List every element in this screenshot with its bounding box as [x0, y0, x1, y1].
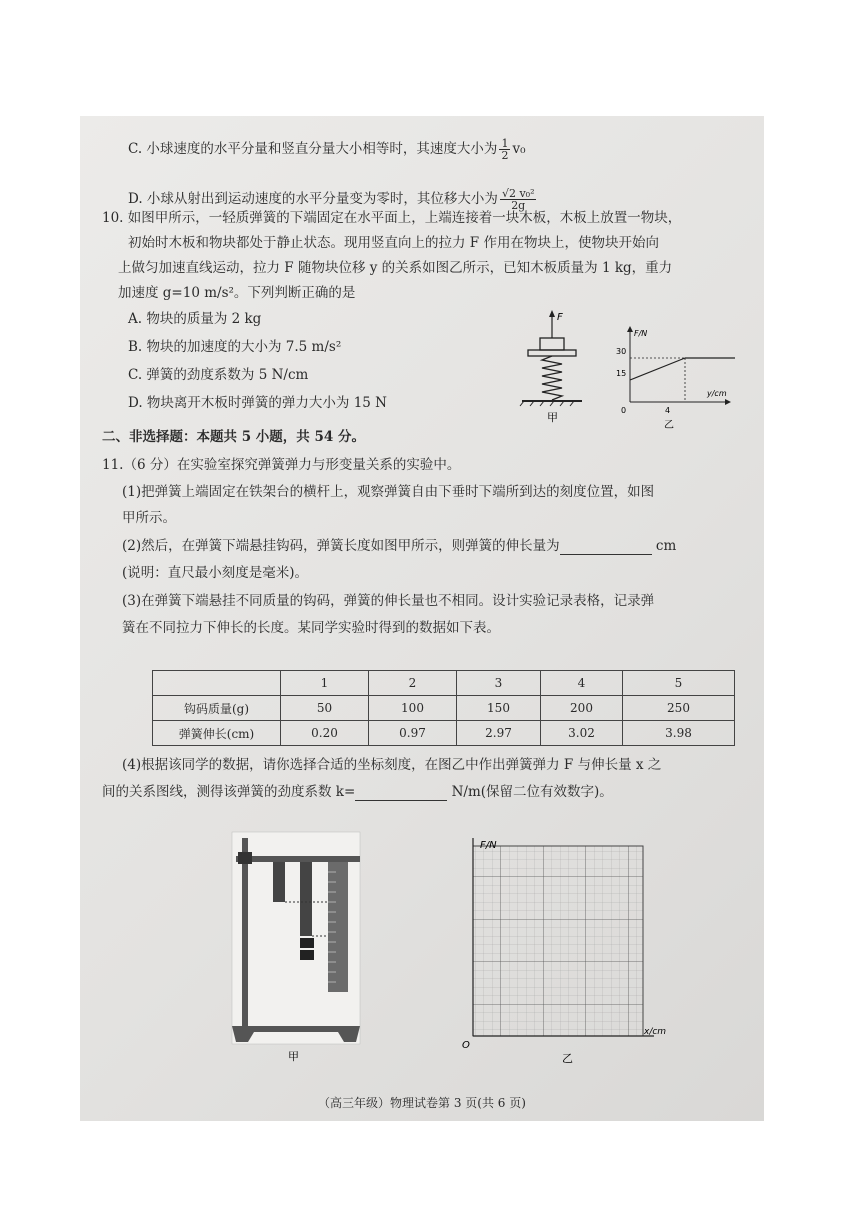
- table-cell: 3.02: [541, 721, 623, 746]
- table-cell: 150: [457, 696, 541, 721]
- table-header-row: [153, 671, 735, 696]
- stand-rod: [242, 838, 248, 1028]
- answer-blank[interactable]: [560, 540, 652, 555]
- y-tick-30: 30: [616, 347, 627, 356]
- q11-part4-line1: (4)根据该同学的数据，请你选择合适的坐标刻度，在图乙中作出弹簧弹力 F 与伸长量 x 之: [122, 757, 662, 773]
- q11-data-table: [152, 670, 735, 746]
- q11-part1-line2: 甲所示。: [122, 510, 176, 526]
- weight-1: [300, 938, 314, 948]
- x-axis-label: x/cm: [644, 1027, 666, 1037]
- table-cell: 2: [369, 671, 457, 696]
- q10-stem-line4: 加速度 g=10 m/s²。下列判断正确的是: [118, 285, 356, 301]
- q9-option-d: D. 小球从射出到运动速度的水平分量变为零时，其位移大小为 $\frac{\text{√2 v₀²}}{2g}$: [128, 187, 535, 212]
- answer-blank-k[interactable]: [355, 786, 447, 801]
- table-cell: 3: [457, 671, 541, 696]
- y-axis-label: F/N: [480, 840, 497, 851]
- table-cell: 200: [541, 696, 623, 721]
- y-axis-label: F/N: [634, 329, 648, 338]
- table-cell: 5: [623, 671, 735, 696]
- caption-yi: 乙: [664, 420, 674, 431]
- ruler: [328, 862, 348, 992]
- caption-yi-grid: 乙: [562, 1052, 573, 1065]
- page-footer: （高三年级）物理试卷第 3 页(共 6 页): [318, 1096, 526, 1110]
- table-cell: 4: [541, 671, 623, 696]
- table-cell: 钩码质量(g): [153, 696, 281, 721]
- table-cell: 0.20: [281, 721, 369, 746]
- q11-part3-line2: 簧在不同拉力下伸长的长度。某同学实验时得到的数据如下表。: [122, 620, 500, 636]
- table-cell: 2.97: [457, 721, 541, 746]
- weight-2: [300, 950, 314, 960]
- table-cell: 50: [281, 696, 369, 721]
- q10-figure-yi-chart: [605, 324, 735, 432]
- q10-option-b: B. 物块的加速度的大小为 7.5 m/s²: [128, 339, 342, 355]
- table-cell: 1: [281, 671, 369, 696]
- q11-intro: 11.（6 分）在实验室探究弹簧弹力与形变量关系的实验中。: [102, 457, 461, 473]
- x-tick-4: 4: [665, 406, 671, 415]
- series-segment-0: [630, 358, 685, 380]
- force-label: F: [557, 312, 563, 323]
- q11-part4-line2: 间的关系图线，测得该弹簧的劲度系数 k= N/m(保留二位有效数字)。: [102, 784, 613, 800]
- fraction: $\frac{1}{2}$: [501, 137, 509, 162]
- q11-part2-line2: (说明：直尺最小刻度是毫米)。: [122, 565, 309, 581]
- plank: [528, 350, 576, 356]
- q10-option-a: A. 物块的质量为 2 kg: [128, 311, 262, 327]
- spring: [542, 356, 562, 400]
- q11-figure-yi-grid: [458, 834, 666, 1066]
- table-cell: [153, 671, 281, 696]
- caption-jia-apparatus: 甲: [288, 1050, 299, 1062]
- table-cell: 100: [369, 696, 457, 721]
- origin-label: O: [462, 1040, 470, 1051]
- table-cell: 3.98: [623, 721, 735, 746]
- clamp: [238, 852, 252, 864]
- table-cell: 弹簧伸长(cm): [153, 721, 281, 746]
- q10-figure-jia: [512, 308, 592, 426]
- q11-part2-line1: (2)然后，在弹簧下端悬挂钩码，弹簧长度如图甲所示，则弹簧的伸长量为 cm: [122, 538, 677, 554]
- exam-page: [80, 116, 764, 1121]
- section-heading: 二、非选择题：本题共 5 小题，共 54 分。: [102, 429, 365, 445]
- y-tick-15: 15: [616, 369, 627, 378]
- q10-option-d: D. 物块离开木板时弹簧的弹力大小为 15 N: [128, 395, 387, 411]
- q11-part3-line1: (3)在弹簧下端悬挂不同质量的钩码，弹簧的伸长量也不相同。设计实验记录表格，记录弹: [122, 593, 655, 609]
- spring-right: [300, 862, 312, 936]
- crossbar: [236, 856, 360, 862]
- q10-stem-line2: 初始时木板和物块都处于静止状态。现用竖直向上的拉力 F 作用在物块上，使物块开始向: [128, 235, 659, 251]
- spring-left: [273, 862, 285, 902]
- q10-stem-line3: 上做匀加速直线运动，拉力 F 随物块位移 y 的关系如图乙所示，已知木板质量为 1 kg，重力: [118, 260, 673, 276]
- table-cell: 0.97: [369, 721, 457, 746]
- origin-label: 0: [621, 406, 627, 415]
- caption-jia: 甲: [547, 411, 558, 424]
- q11-part1-line1: (1)把弹簧上端固定在铁架台的横杆上，观察弹簧自由下垂时下端所到达的刻度位置，如图: [122, 484, 655, 500]
- x-axis-label: y/cm: [707, 389, 727, 398]
- table-cell: 250: [623, 696, 735, 721]
- block: [540, 338, 564, 350]
- q10-stem-line1: 10. 如图甲所示，一轻质弹簧的下端固定在水平面上，上端连接着一块木板，木板上放置一物块，: [102, 210, 682, 226]
- q11-figure-jia-apparatus: [228, 830, 368, 1062]
- q10-option-c: C. 弹簧的劲度系数为 5 N/cm: [128, 367, 309, 383]
- table-row: [153, 696, 735, 721]
- q9-option-c: C. 小球速度的水平分量和竖直分量大小相等时，其速度大小为 $\frac{1}{2}$ v₀: [128, 137, 526, 162]
- fraction: $\frac{\text{√2 v₀²}}{2g}$: [501, 187, 535, 212]
- table-row: [153, 721, 735, 746]
- graph-grid: [473, 846, 643, 1036]
